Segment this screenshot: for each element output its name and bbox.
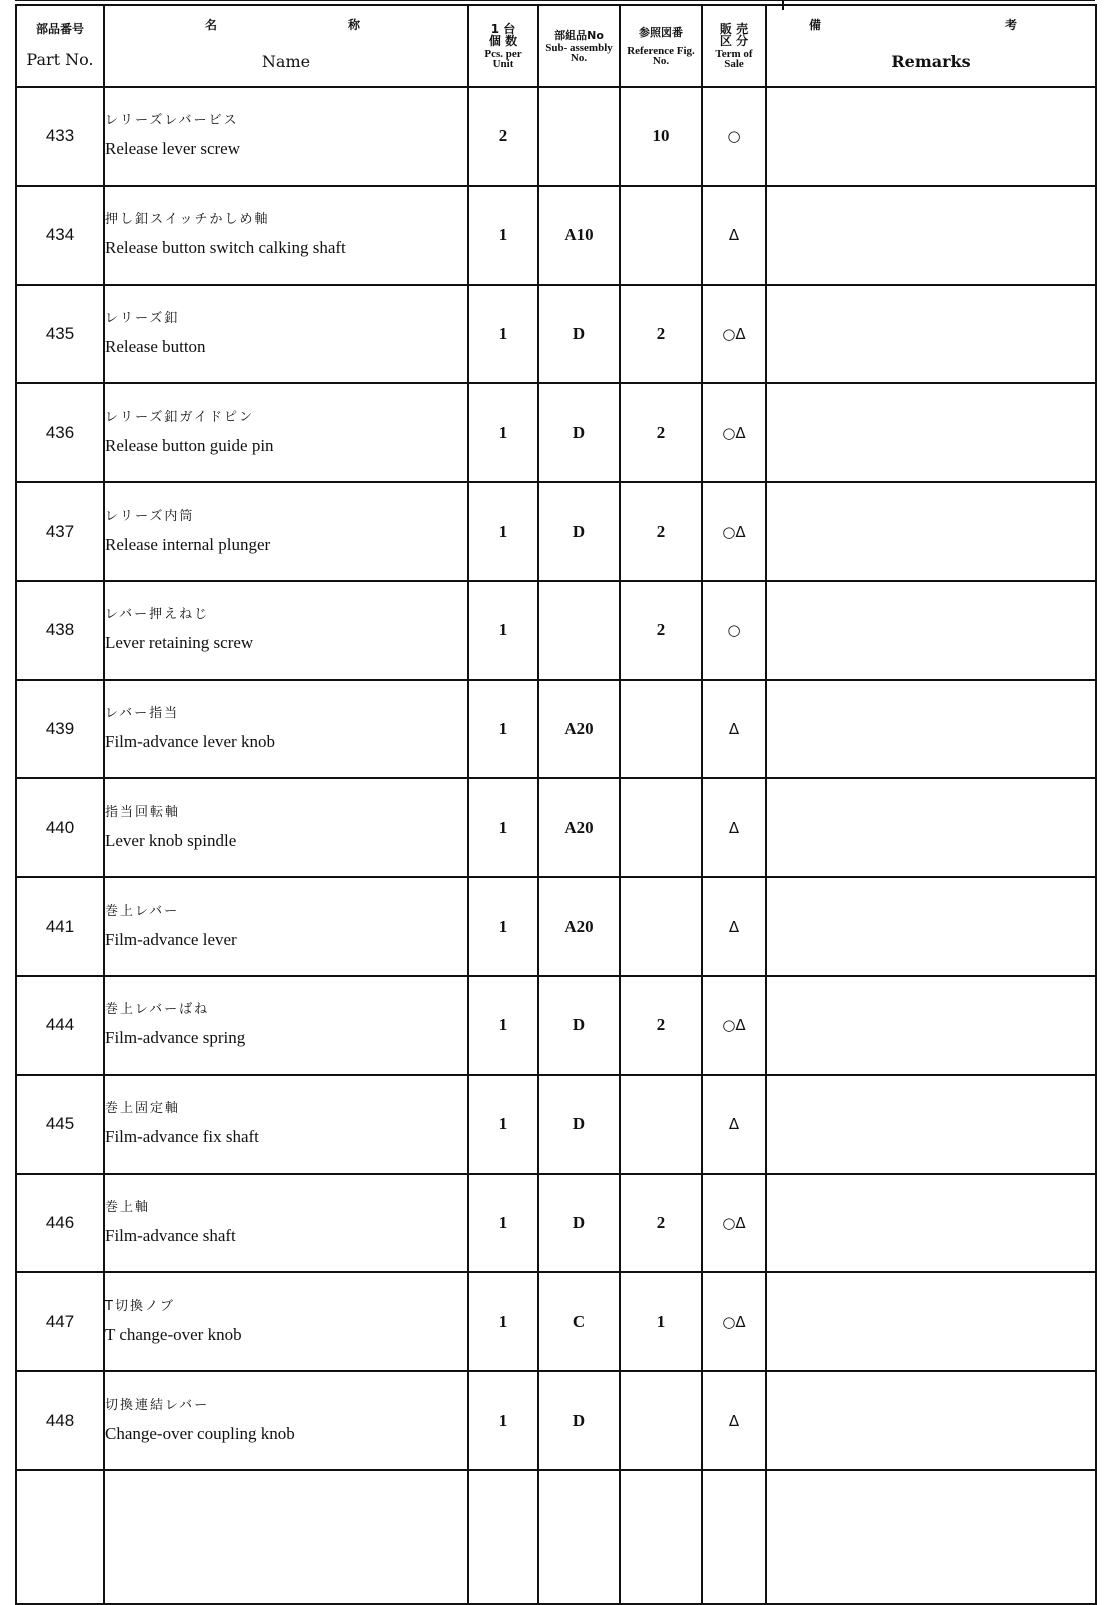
reference-fig-no xyxy=(620,1371,702,1470)
reference-fig-no xyxy=(620,1075,702,1174)
reference-fig-no: 2 xyxy=(620,482,702,581)
part-name xyxy=(104,1272,468,1371)
remarks xyxy=(766,581,1096,680)
table-row xyxy=(16,877,1096,976)
reference-fig-no: 2 xyxy=(620,581,702,680)
blank-cell xyxy=(16,1470,104,1604)
term-of-sale: ○Δ xyxy=(702,1174,766,1273)
term-of-sale: ○Δ xyxy=(702,383,766,482)
part-number: 447 xyxy=(16,1272,104,1371)
part-name xyxy=(104,1075,468,1174)
part-number: 433 xyxy=(16,87,104,186)
sub-assembly-no: D xyxy=(538,482,620,581)
pcs-per-unit-header: 1 台 個 数 Pcs. per Unit xyxy=(468,5,538,87)
part-name xyxy=(104,680,468,779)
pcs-per-unit: 1 xyxy=(468,186,538,285)
blank-cell xyxy=(702,1470,766,1604)
pcs-per-unit: 1 xyxy=(468,1075,538,1174)
part-name-jp: 押し釦スイッチかしめ軸 xyxy=(105,212,270,228)
part-number: 437 xyxy=(16,482,104,581)
term-of-sale: ○Δ xyxy=(702,285,766,384)
blank-cell xyxy=(620,1470,702,1604)
part-name-en: Film-advance shaft xyxy=(105,1225,236,1245)
remarks xyxy=(766,778,1096,877)
sub-assembly-no: D xyxy=(538,1075,620,1174)
term-of-sale: Δ xyxy=(702,778,766,877)
part-name-jp: 指当回転軸 xyxy=(105,804,181,820)
part-number: 441 xyxy=(16,877,104,976)
remarks xyxy=(766,87,1096,186)
reference-fig-no xyxy=(620,186,702,285)
sub-assembly-no: D xyxy=(538,285,620,384)
term-of-sale: ○ xyxy=(702,581,766,680)
pcs-per-unit: 1 xyxy=(468,976,538,1075)
remarks-header: 備 考 Remarks xyxy=(766,5,1096,87)
term-of-sale: ○Δ xyxy=(702,1272,766,1371)
pcs-per-unit: 1 xyxy=(468,680,538,779)
sub-assembly-no: A10 xyxy=(538,186,620,285)
remarks xyxy=(766,285,1096,384)
remarks xyxy=(766,976,1096,1075)
term-of-sale: Δ xyxy=(702,1371,766,1470)
table-row xyxy=(16,285,1096,384)
reference-fig-no: 2 xyxy=(620,383,702,482)
sub-assembly-no: A20 xyxy=(538,680,620,779)
table-row xyxy=(16,680,1096,779)
pcs-per-unit: 1 xyxy=(468,778,538,877)
table-row xyxy=(16,581,1096,680)
header-row xyxy=(16,5,1096,87)
table-row xyxy=(16,186,1096,285)
part-name xyxy=(104,482,468,581)
part-number: 448 xyxy=(16,1371,104,1470)
pcs-per-unit: 1 xyxy=(468,383,538,482)
reference-fig-no xyxy=(620,680,702,779)
remarks xyxy=(766,482,1096,581)
pcs-per-unit: 1 xyxy=(468,581,538,680)
blank-cell xyxy=(468,1470,538,1604)
part-name-jp: レリーズ釦ガイドピン xyxy=(105,409,254,425)
part-number: 434 xyxy=(16,186,104,285)
part-name-jp: 切換連結レバー xyxy=(105,1397,210,1413)
name-header: 名 称 Name xyxy=(104,5,468,87)
table-row xyxy=(16,1371,1096,1470)
part-name-jp: レリーズ釦 xyxy=(105,310,180,326)
table-row xyxy=(16,1075,1096,1174)
remarks xyxy=(766,877,1096,976)
term-of-sale: Δ xyxy=(702,1075,766,1174)
part-name-en: Film-advance spring xyxy=(105,1028,246,1048)
sub-assembly-no xyxy=(538,581,620,680)
pcs-per-unit: 1 xyxy=(468,1174,538,1273)
reference-fig-no xyxy=(620,778,702,877)
part-name-en: Release button guide pin xyxy=(105,435,274,455)
part-number: 445 xyxy=(16,1075,104,1174)
term-of-sale: ○Δ xyxy=(702,482,766,581)
pcs-per-unit: 2 xyxy=(468,87,538,186)
part-name-jp: レリーズ内筒 xyxy=(105,508,195,524)
pcs-per-unit: 1 xyxy=(468,1371,538,1470)
term-of-sale-header: 販 売 区 分 Term of Sale xyxy=(702,5,766,87)
part-name xyxy=(104,581,468,680)
sub-assembly-no: A20 xyxy=(538,877,620,976)
term-of-sale: Δ xyxy=(702,877,766,976)
part-name xyxy=(104,87,468,186)
sub-assembly-no: C xyxy=(538,1272,620,1371)
part-name-en: Film-advance fix shaft xyxy=(105,1127,259,1147)
part-name-jp: 巻上レバーばね xyxy=(105,1002,210,1018)
remarks xyxy=(766,1075,1096,1174)
part-name-en: Release internal plunger xyxy=(105,534,271,554)
part-name-jp: レバー押えねじ xyxy=(105,607,210,623)
part-number: 436 xyxy=(16,383,104,482)
remarks xyxy=(766,1272,1096,1371)
blank-cell xyxy=(766,1470,1096,1604)
table-row xyxy=(16,383,1096,482)
reference-fig-no: 10 xyxy=(620,87,702,186)
sub-assembly-header: 部組品No Sub- assembly No. xyxy=(538,5,620,87)
part-number: 438 xyxy=(16,581,104,680)
pcs-per-unit: 1 xyxy=(468,285,538,384)
table-row xyxy=(16,482,1096,581)
part-name-en: Release lever screw xyxy=(105,139,240,159)
reference-fig-no: 2 xyxy=(620,1174,702,1273)
parts-table xyxy=(15,4,1097,1605)
part-number: 435 xyxy=(16,285,104,384)
term-of-sale: Δ xyxy=(702,680,766,779)
pcs-per-unit: 1 xyxy=(468,1272,538,1371)
part-number: 444 xyxy=(16,976,104,1075)
part-number: 439 xyxy=(16,680,104,779)
sub-assembly-no: D xyxy=(538,383,620,482)
part-no-header: 部品番号 Part No. xyxy=(16,5,104,87)
part-name-jp: レバー指当 xyxy=(105,706,180,722)
remarks xyxy=(766,1174,1096,1273)
part-name-en: Film-advance lever xyxy=(105,929,237,949)
part-name-en: T change-over knob xyxy=(105,1324,242,1344)
term-of-sale: ○Δ xyxy=(702,976,766,1075)
sub-assembly-no xyxy=(538,87,620,186)
reference-fig-no xyxy=(620,877,702,976)
table-row xyxy=(16,87,1096,186)
remarks xyxy=(766,186,1096,285)
part-name xyxy=(104,976,468,1075)
term-of-sale: ○ xyxy=(702,87,766,186)
reference-fig-no: 2 xyxy=(620,285,702,384)
part-name xyxy=(104,1174,468,1273)
part-name xyxy=(104,285,468,384)
reference-fig-no: 2 xyxy=(620,976,702,1075)
part-name-en: Lever retaining screw xyxy=(105,633,254,653)
pcs-per-unit: 1 xyxy=(468,877,538,976)
term-of-sale: Δ xyxy=(702,186,766,285)
remarks xyxy=(766,1371,1096,1470)
part-name-jp: 巻上レバー xyxy=(105,903,180,919)
table-row xyxy=(16,976,1096,1075)
part-name-jp: 巻上固定軸 xyxy=(105,1101,181,1117)
pcs-per-unit: 1 xyxy=(468,482,538,581)
part-name-en: Film-advance lever knob xyxy=(105,732,275,752)
sub-assembly-no: D xyxy=(538,1371,620,1470)
part-name-en: Release button switch calking shaft xyxy=(105,238,346,258)
remarks xyxy=(766,680,1096,779)
part-name xyxy=(104,778,468,877)
part-name-en: Lever knob spindle xyxy=(105,830,237,850)
blank-row xyxy=(16,1470,1096,1604)
part-name xyxy=(104,1371,468,1470)
blank-cell xyxy=(538,1470,620,1604)
reference-fig-no: 1 xyxy=(620,1272,702,1371)
sub-assembly-no: D xyxy=(538,1174,620,1273)
part-name xyxy=(104,383,468,482)
table-row xyxy=(16,1174,1096,1273)
part-name-en: Change-over coupling knob xyxy=(105,1423,295,1443)
part-name-jp: T切換ノブ xyxy=(105,1298,175,1314)
part-number: 440 xyxy=(16,778,104,877)
table-row xyxy=(16,778,1096,877)
sub-assembly-no: D xyxy=(538,976,620,1075)
part-name-jp: レリーズレバービス xyxy=(105,113,239,129)
part-number: 446 xyxy=(16,1174,104,1273)
part-name-jp: 巻上軸 xyxy=(105,1199,151,1215)
part-name xyxy=(104,877,468,976)
reference-fig-header: 参照図番 Reference Fig. No. xyxy=(620,5,702,87)
part-name-en: Release button xyxy=(105,336,206,356)
table-row xyxy=(16,1272,1096,1371)
blank-cell xyxy=(104,1470,468,1604)
part-name xyxy=(104,186,468,285)
remarks xyxy=(766,383,1096,482)
sub-assembly-no: A20 xyxy=(538,778,620,877)
